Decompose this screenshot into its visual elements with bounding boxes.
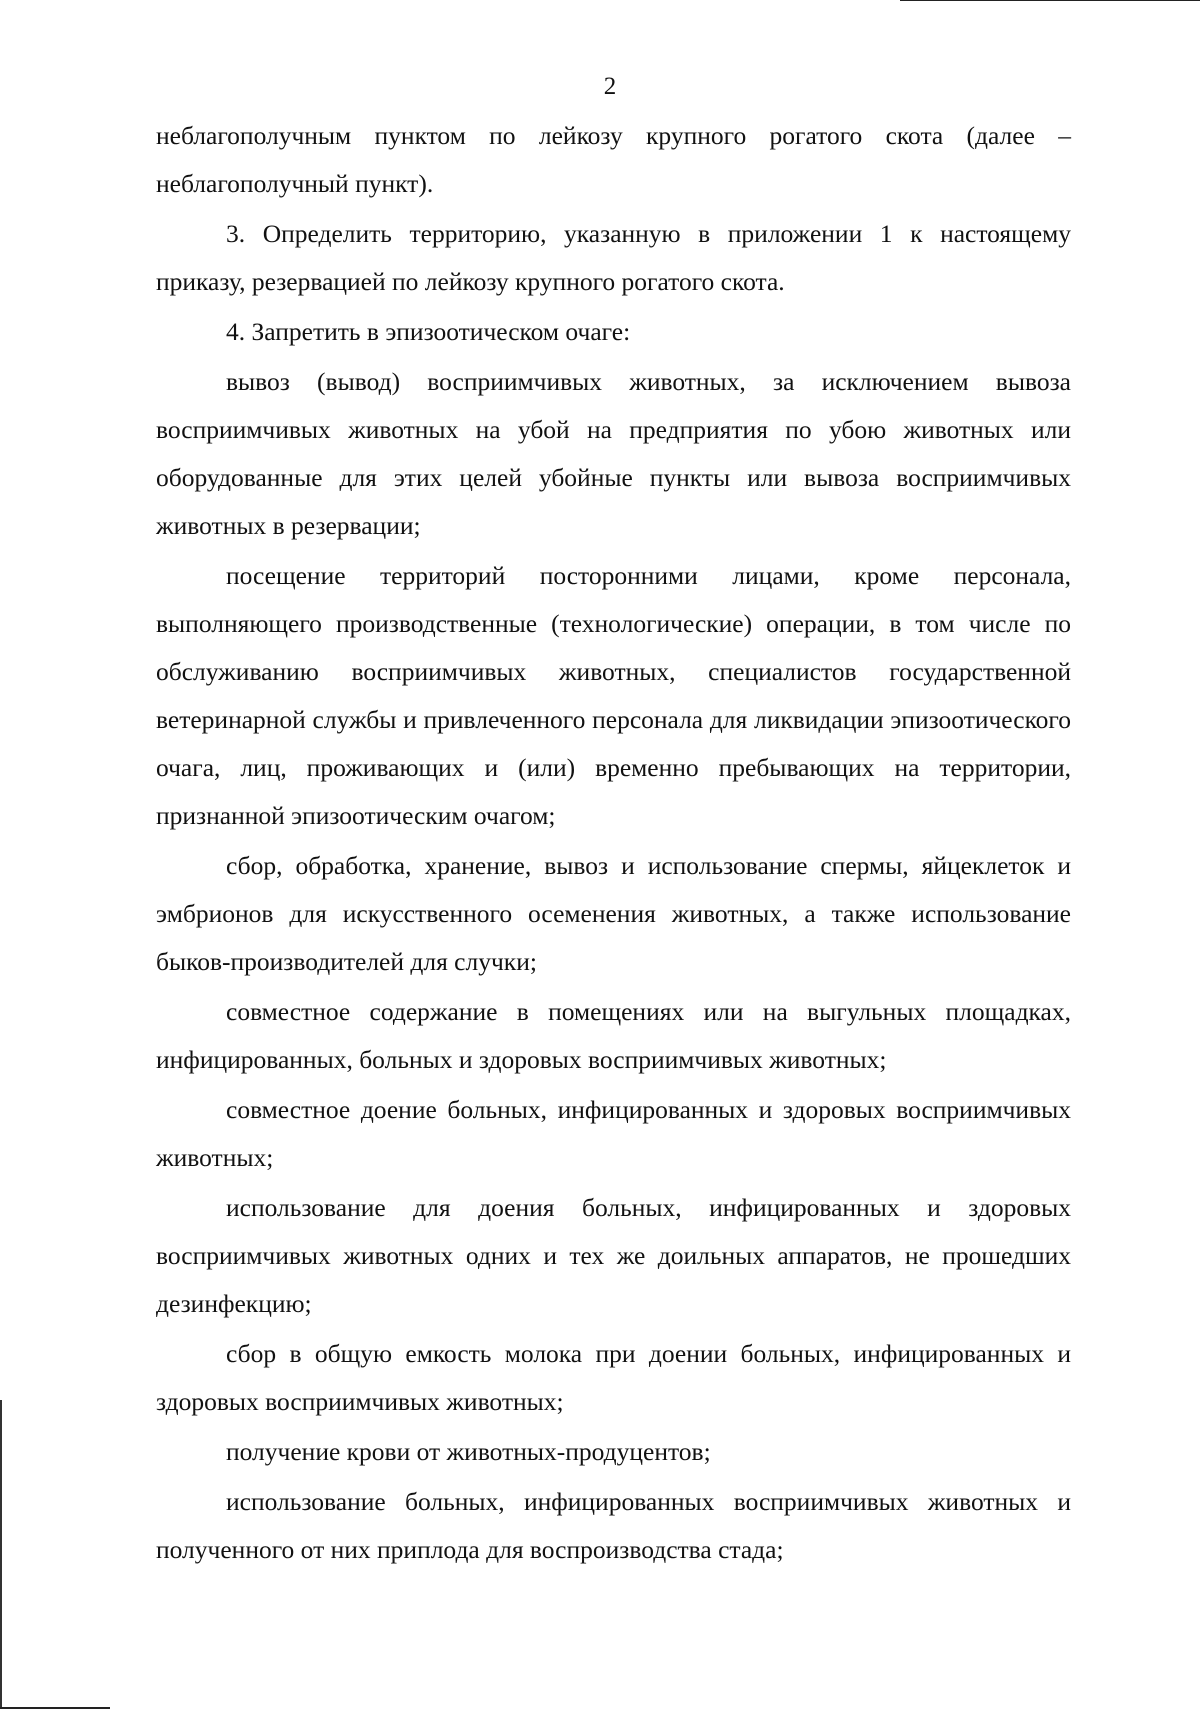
prohibition-milking-machines: использование для доения больных, инфицированных и здоровых восприимчивых животных одних и тех же доильных аппаратов, не прошедших дезинфекцию; [156,1193,1071,1318]
prohibition-joint-keeping: совместное содержание в помещениях или на выгульных площадках, инфицированных, больных и здоровых восприимчивых животных; [156,997,1071,1074]
scan-edge-line [900,0,1200,1]
paragraph-continuation: неблагополучным пунктом по лейкозу крупного рогатого скота (далее – неблагополучный пункт). [156,121,1071,198]
prohibition-visits: посещение территорий посторонними лицами, кроме персонала, выполняющего производственные (технологические) операции, в том числе по обслуживанию восприимчивых животных, специалистов государственной ветеринарной службы и привлеченного персонала для ликвидации эпизоотического очага, лиц, проживающих и (или) временно пребывающих на территории, признанной эпизоотическим очагом; [156,561,1071,830]
scan-edge-line [0,1400,2,1709]
prohibition-breeding: использование больных, инфицированных восприимчивых животных и полученного от них приплода для воспроизводства стада; [156,1487,1071,1564]
prohibition-semen: сбор, обработка, хранение, вывоз и использование спермы, яйцеклеток и эмбрионов для искусственного осеменения животных, а также использование быков-производителей для случки; [156,851,1071,976]
document-body [156,112,1071,1574]
paragraph-item-4: 4. Запретить в эпизоотическом очаге: [226,317,631,346]
prohibition-milk-collection: сбор в общую емкость молока при доении больных, инфицированных и здоровых восприимчивых животных; [156,1339,1071,1416]
prohibition-blood: получение крови от животных-продуцентов; [226,1437,711,1466]
page-number: 2 [603,73,617,100]
prohibition-joint-milking: совместное доение больных, инфицированных и здоровых восприимчивых животных; [156,1095,1071,1172]
paragraph-item-3: 3. Определить территорию, указанную в приложении 1 к настоящему приказу, резервацией по лейкозу крупного рогатого скота. [156,219,1071,296]
prohibition-export: вывоз (вывод) восприимчивых животных, за исключением вывоза восприимчивых животных на убой на предприятия по убою животных или оборудованные для этих целей убойные пункты или вывоза восприимчивых животных в резервации; [156,367,1071,540]
